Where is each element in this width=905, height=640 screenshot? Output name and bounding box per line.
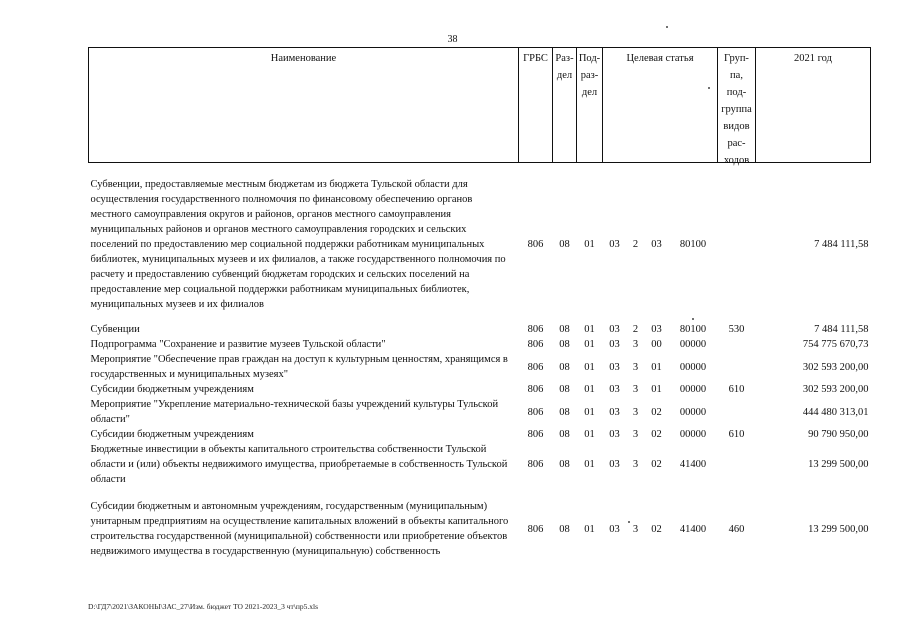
row-expense-group: 610: [728, 429, 745, 440]
row-target-program: 03: [609, 339, 620, 350]
row-razdel: 08: [559, 339, 570, 350]
row-target-subprogram: 3: [632, 459, 639, 470]
header-expense-group: Груп- па, под- группа видов рас- ходов: [718, 48, 756, 163]
row-target-event: 01: [651, 361, 662, 373]
row-target-program: 03: [609, 459, 620, 470]
row-target-event: 02: [651, 429, 662, 440]
table-row: [89, 337, 871, 352]
row-target-program: 03: [609, 384, 620, 395]
row-target-program: 03: [609, 324, 620, 335]
row-amount: 13 299 500,00: [808, 523, 869, 535]
table-row: [89, 442, 871, 487]
row-target-program: 03: [609, 429, 620, 440]
row-target-event: 02: [651, 459, 662, 470]
row-target-direction: 41400: [679, 523, 707, 535]
row-podrazdel: 01: [584, 324, 595, 335]
row-target-program: 03: [609, 523, 620, 535]
row-target-direction: 80100: [679, 239, 707, 250]
row-target-event: 03: [651, 239, 662, 250]
scan-speck: [708, 87, 710, 89]
row-name: Субсидии бюджетным учреждениям: [90, 429, 254, 440]
table-row: [89, 427, 871, 442]
row-name: Субвенции, предоставляемые местным бюджетам из бюджета Тульской области для осуществления государственного полномочия по финансовому обеспечению органов местного самоуправления округов и районов, органов местного самоуправления муниципальных районов и органов местного самоуправления городских и сельских поселений по предоставлению мер социальной поддержки работникам муниципальных библиотек, муниципальных музеев и их филиалов, а также государственного полномочия по расчету и предоставлению субвенций бюджетам городских и сельских поселений на предоставление мер социальной поддержки работникам муниципальных библиотек, муниципальных музеев и их филиалов: [90, 179, 506, 310]
row-amount: 302 593 200,00: [802, 361, 869, 373]
row-podrazdel: 01: [584, 406, 595, 418]
row-grbs: 806: [527, 429, 544, 440]
table-row: [89, 352, 871, 382]
row-razdel: 08: [559, 429, 570, 440]
row-podrazdel: 01: [584, 239, 595, 250]
scan-speck: [692, 318, 694, 320]
budget-table: [88, 47, 871, 559]
row-name: Мероприятие "Обеспечение прав граждан на доступ к культурным ценностям, хранящимся в государственных и муниципальных музеях": [90, 354, 508, 380]
row-podrazdel: 01: [584, 361, 595, 373]
table-row: [89, 322, 871, 337]
row-grbs: 806: [527, 239, 544, 250]
row-target-subprogram: 3: [632, 429, 639, 440]
row-expense-group: [718, 397, 756, 427]
row-name: Подпрограмма "Сохранение и развитие музеев Тульской области": [90, 339, 386, 350]
row-target-subprogram: 3: [632, 339, 639, 350]
table-row: [89, 177, 871, 312]
row-razdel: 08: [559, 361, 570, 373]
page-number: 38: [447, 34, 458, 45]
row-target-subprogram: 3: [632, 406, 639, 418]
row-razdel: 08: [559, 324, 570, 335]
row-podrazdel: 01: [584, 384, 595, 395]
row-name: Субвенции: [90, 324, 140, 335]
row-expense-group: [718, 337, 756, 352]
row-grbs: 806: [527, 361, 544, 373]
row-razdel: 08: [559, 459, 570, 470]
scan-speck: [666, 26, 668, 28]
row-grbs: 806: [527, 384, 544, 395]
table-row: [89, 499, 871, 559]
row-target-program: 03: [609, 361, 620, 373]
row-target-direction: 00000: [679, 361, 707, 373]
file-path-footer: D:\ГД7\2021\ЗАКОНЫ\ЗАС_27\Изм. бюджет ТО 2021-2023_3 чт\пр5.xls: [88, 602, 318, 611]
table-body: [89, 163, 871, 560]
table-header-row: [89, 48, 871, 163]
row-expense-group: [718, 352, 756, 382]
row-target-direction: 00000: [679, 339, 707, 350]
row-target-event: 03: [651, 324, 662, 335]
scan-speck: [628, 521, 630, 523]
row-razdel: 08: [559, 239, 570, 250]
row-amount: 7 484 111,58: [814, 239, 869, 250]
header-target-article: Целевая статья: [603, 48, 718, 163]
row-amount: 90 790 950,00: [808, 429, 869, 440]
row-amount: 444 480 313,01: [802, 406, 869, 418]
row-podrazdel: 01: [584, 429, 595, 440]
header-year-2021: 2021 год: [756, 48, 871, 163]
header-name: Наименование: [89, 48, 519, 163]
row-target-subprogram: 3: [632, 384, 639, 395]
row-target-subprogram: 2: [632, 324, 639, 335]
row-razdel: 08: [559, 523, 570, 535]
spacer-row: [89, 312, 871, 322]
row-name: Субсидии бюджетным и автономным учреждениям, государственным (муниципальным) унитарным предприятиям на осуществление капитальных вложений в объекты капитального строительства государственной (муниципальной) собственности или приобретение объектов недвижимого имущества в государственную (муниципальную) собственность: [90, 501, 509, 557]
header-podrazdel: Под- раз- дел: [577, 48, 603, 163]
table-row: [89, 382, 871, 397]
row-amount: 754 775 670,73: [802, 339, 869, 350]
row-razdel: 08: [559, 406, 570, 418]
row-grbs: 806: [527, 523, 544, 535]
row-name: Субсидии бюджетным учреждениям: [90, 384, 254, 395]
row-target-event: 02: [651, 523, 662, 535]
row-target-direction: 80100: [679, 324, 707, 335]
row-target-program: 03: [609, 406, 620, 418]
row-target-event: 02: [651, 406, 662, 418]
row-grbs: 806: [527, 459, 544, 470]
row-name: Мероприятие "Укрепление материально-технической базы учреждений культуры Тульской области": [90, 399, 499, 425]
row-grbs: 806: [527, 324, 544, 335]
row-amount: 7 484 111,58: [814, 324, 869, 335]
row-amount: 302 593 200,00: [802, 384, 869, 395]
table-row: [89, 397, 871, 427]
row-target-subprogram: 3: [632, 361, 639, 373]
row-expense-group: [718, 177, 756, 312]
row-expense-group: 610: [728, 384, 745, 395]
row-target-event: 00: [651, 339, 662, 350]
row-expense-group: 460: [728, 523, 745, 535]
row-target-direction: 00000: [679, 429, 707, 440]
row-podrazdel: 01: [584, 459, 595, 470]
row-podrazdel: 01: [584, 523, 595, 535]
row-podrazdel: 01: [584, 339, 595, 350]
row-target-direction: 41400: [679, 459, 707, 470]
row-target-program: 03: [609, 239, 620, 250]
spacer-row: [89, 487, 871, 499]
row-target-subprogram: 3: [632, 523, 639, 535]
row-target-direction: 00000: [679, 406, 707, 418]
row-target-event: 01: [651, 384, 662, 395]
row-grbs: 806: [527, 339, 544, 350]
row-amount: 13 299 500,00: [808, 459, 869, 470]
header-grbs: ГРБС: [519, 48, 553, 163]
row-expense-group: 530: [728, 324, 745, 335]
row-target-direction: 00000: [679, 384, 707, 395]
row-grbs: 806: [527, 406, 544, 418]
row-expense-group: [718, 442, 756, 487]
spacer-row: [89, 163, 871, 178]
row-razdel: 08: [559, 384, 570, 395]
header-razdel: Раз- дел: [553, 48, 577, 163]
row-name: Бюджетные инвестиции в объекты капитального строительства собственности Тульской области и (или) объекты недвижимого имущества, приобретаемые в собственность Тульской области: [90, 444, 508, 485]
row-target-subprogram: 2: [632, 239, 639, 250]
